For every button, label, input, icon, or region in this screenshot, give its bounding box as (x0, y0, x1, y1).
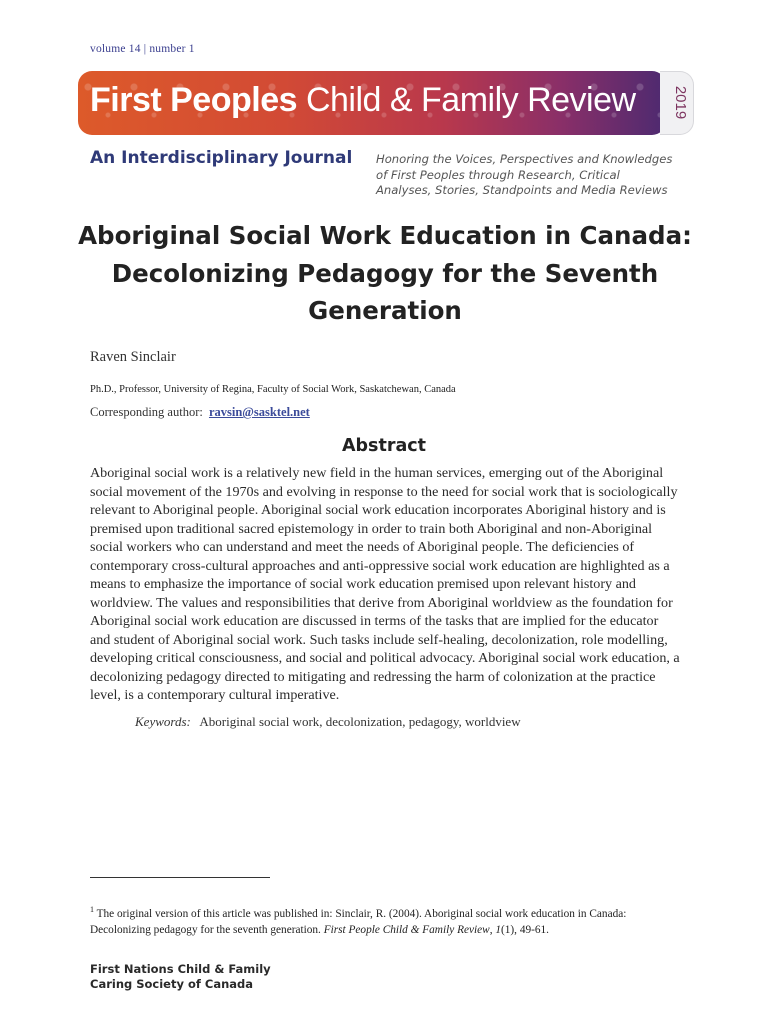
publisher-org (90, 962, 271, 992)
abstract-heading: Abstract (341, 436, 427, 456)
abstract-text: Aboriginal social work is a relatively new field in the human services, emerging out of the Aboriginal social movement of the 1970s and evolving in response to the need for social work that is sociologically relevant to Aboriginal people. Aboriginal social work education incorporates Aboriginal history and is premised upon traditional sacred epistemology in order to train both Aboriginal and non-Aboriginal social workers who can understand and meet the needs of Aboriginal people. The deficiencies of contemporary cross-cultural approaches and anti-oppressive social work education are highlighted as a means to emphasize the importance of social work education premised upon relevant history and worldview. The values and responsibilities that derive from Aboriginal worldview as the foundation for Aboriginal social work education are discussed in terms of the tasks that are implied for the educator and student of Aboriginal social work. Such tasks include self-healing, decolonization, role modelling, developing critical consciousness, and social and political advocacy. Aboriginal social work education, a decolonizing pedagogy directed to mitigating and redressing the harm of colonization at the practice level, is a contemporary cultural imperative. (90, 465, 680, 703)
journal-banner (78, 71, 666, 135)
footnote-divider (90, 877, 270, 878)
journal-title-bold: First Peoples (90, 81, 298, 119)
footnote-issue: (1), 49-61. (501, 923, 550, 936)
footnote-marker: 1 (90, 905, 94, 914)
footnote: $^1$ The original version of this article was published in: Sinclair, R. (2004). Aboriginal social work education in Canada: Decolonizing pedagogy for the seventh generation. First People Child & Family Review, 1(1), 49-61. (90, 905, 627, 936)
year-tab (660, 71, 694, 135)
volume-number: volume 14 | number 1 (90, 43, 195, 55)
author-affiliation: Ph.D., Professor, University of Regina, Faculty of Social Work, Saskatchewan, Canada (90, 384, 456, 395)
keywords-list: Aboriginal social work, decolonization, pedagogy, worldview (199, 714, 521, 729)
journal-year: 2019 (672, 85, 690, 120)
keywords-label: Keywords: (135, 714, 191, 729)
footnote-journal: First People Child & Family Review (323, 923, 490, 936)
org-line-2: Caring Society of Canada (90, 977, 254, 991)
author-name: Raven Sinclair (90, 349, 176, 365)
corresponding-author (90, 405, 310, 420)
footnote-text: The original version of this article was published in: Sinclair, R. (2004). Aboriginal social work education in Canada: Decolonizing pedagogy for the seventh generation. (90, 907, 627, 936)
journal-tagline: Honoring the Voices, Perspectives and Knowledges of First Peoples through Research, Critical Analyses, Stories, Standpoints and Media Reviews (376, 152, 673, 197)
footnote-volume: 1 (495, 923, 501, 936)
journal-subtitle: An Interdisciplinary Journal (90, 148, 353, 168)
keywords (135, 714, 521, 730)
org-line-1: First Nations Child & Family (90, 962, 271, 976)
corresponding-email-link[interactable]: ravsin@sasktel.net (208, 405, 310, 419)
journal-title-light: Child & Family Review (305, 81, 636, 119)
journal-title (90, 81, 636, 120)
article-title: Aboriginal Social Work Education in Canada: Decolonizing Pedagogy for the Seventh Generation (78, 221, 692, 325)
corresponding-label: Corresponding author: (90, 405, 203, 419)
